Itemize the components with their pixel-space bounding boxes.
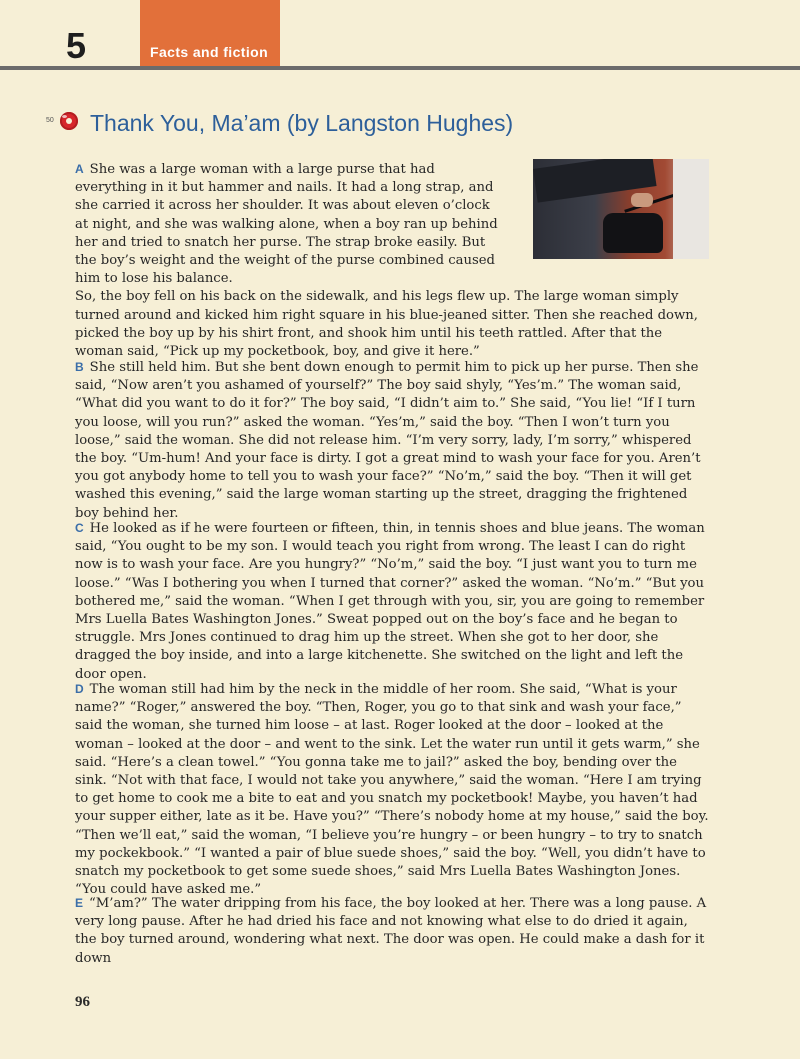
page-number: 96 [75,994,90,1010]
paragraph-a [75,160,710,361]
paragraph-e-text: “M’am?” The water dripping from his face, the boy looked at her. There was a long pause. A very long pause. After he had dried his face and not knowing what else to do dried it again, the boy turned around, wondering what next. The door was open. He could make a dash for it down [75,896,707,966]
paragraph-letter: A [75,162,84,176]
paragraph-a-text-wrapped: She was a large woman with a large purse that had everything in it but hammer and nails. It had a long strap, and she carried it across her shoulder. It was about eleven o’clock at night, and she was walking alone, when a boy ran up behind her and tried to snatch her purse. The strap broke easily. But the boy’s weight and the weight of the purse combined caused him to lose his balance. [75,162,498,287]
paragraph-a-wrapped [75,160,505,288]
paragraph-letter: B [75,360,84,374]
audio-track-number: 50 [46,117,54,124]
paragraph-c-text: He looked as if he were fourteen or fifteen, thin, in tennis shoes and blue jeans. The woman said, “You ought to be my son. I would teach you right from wrong. The least I can do right now is to wash your face. Are you hungry?” “No’m,” said the boy. “I just want you to turn me loose.” “Was I bothering you when I turned that corner?” asked the woman. “No’m.” “But you bothered me,” said the woman. “When I get through with you, sir, you are going to remember Mrs Luella Bates Washington Jones.” Sweat popped out on the boy’s face and he began to struggle. Mrs Jones continued to drag him up the street. When she got to her door, she dragged the boy inside, and into a large kitchenette. She switched on the light and left the door open. [75,521,705,682]
article-title: Thank You, Ma’am (by Langston Hughes) [90,110,514,136]
paragraph-d-text: The woman still had him by the neck in the middle of her room. She said, “What is your name?” “Roger,” answered the boy. “Then, Roger, you go to that sink and wash your face,” said the woman, she turned him loose – at last. Roger looked at the door – looked at the woman – looked at the door – and went to the sink. Let the water run until it gets warm,” she said. “Here’s a clean towel.” “You gonna take me to jail?” asked the boy, bending over the sink. “Not with that face, I would not take you anywhere,” said the woman. “Here I am trying to get home to cook me a bite to eat and you snatch my pocketbook! Maybe, you haven’t had your supper either, late as it be. Have you?” “There’s nobody home at my house,” said the boy. “Then we’ll eat,” said the woman, “I believe you’re hungry – or been hungry – to try to snatch my pockekbook.” “I wanted a pair of blue suede shoes,” said the boy. “Well, you didn’t have to snatch my pocketbook to get some suede shoes,” said Mrs Luella Bates Washington Jones. “You could have asked me.” [75,682,709,898]
cd-audio-icon[interactable] [60,112,78,130]
paragraph-letter: C [75,521,84,535]
paragraph-letter: D [75,682,84,696]
header-rule [0,66,800,70]
paragraph-b-text: She still held him. But she bent down enough to permit him to pick up her purse. Then she said, “Now aren’t you ashamed of yourself?” The boy said shyly, “Yes’m.” The woman said, “What did you want to do it for?” The boy said, “I didn’t aim to.” She said, “You lie! “If I turn you loose, will you run?” asked the woman. “Yes’m,” said the boy. “Then I won’t turn you loose,” said the woman. She did not release him. “I’m very sorry, lady, I’m sorry,” whispered the boy. “Um-hum! And your face is dirty. I got a great mind to wash your face for you. Aren’t you got anybody home to tell you to wash your face?” “No’m,” said the boy. “Then it will get washed this evening,” said the large woman starting up the street, dragging the frightened boy behind her. [75,360,701,521]
paragraph-letter: E [75,896,84,910]
paragraph-d [75,680,710,899]
paragraph-e [75,894,710,968]
paragraph-b [75,358,710,523]
unit-number: 5 [66,25,87,66]
unit-title: Facts and fiction [150,44,269,60]
page-header [0,0,800,66]
paragraph-c [75,519,710,684]
unit-tab [140,0,280,66]
paragraph-a-rest: So, the boy fell on his back on the sidewalk, and his legs flew up. The large woman simply turned around and kicked him right square in his blue-jeaned sitter. Then she reached down, picked the boy up by his shirt front, and shook him until his teeth rattled. After that the woman said, “Pick up my pocketbook, boy, and give it here.” [75,289,698,360]
